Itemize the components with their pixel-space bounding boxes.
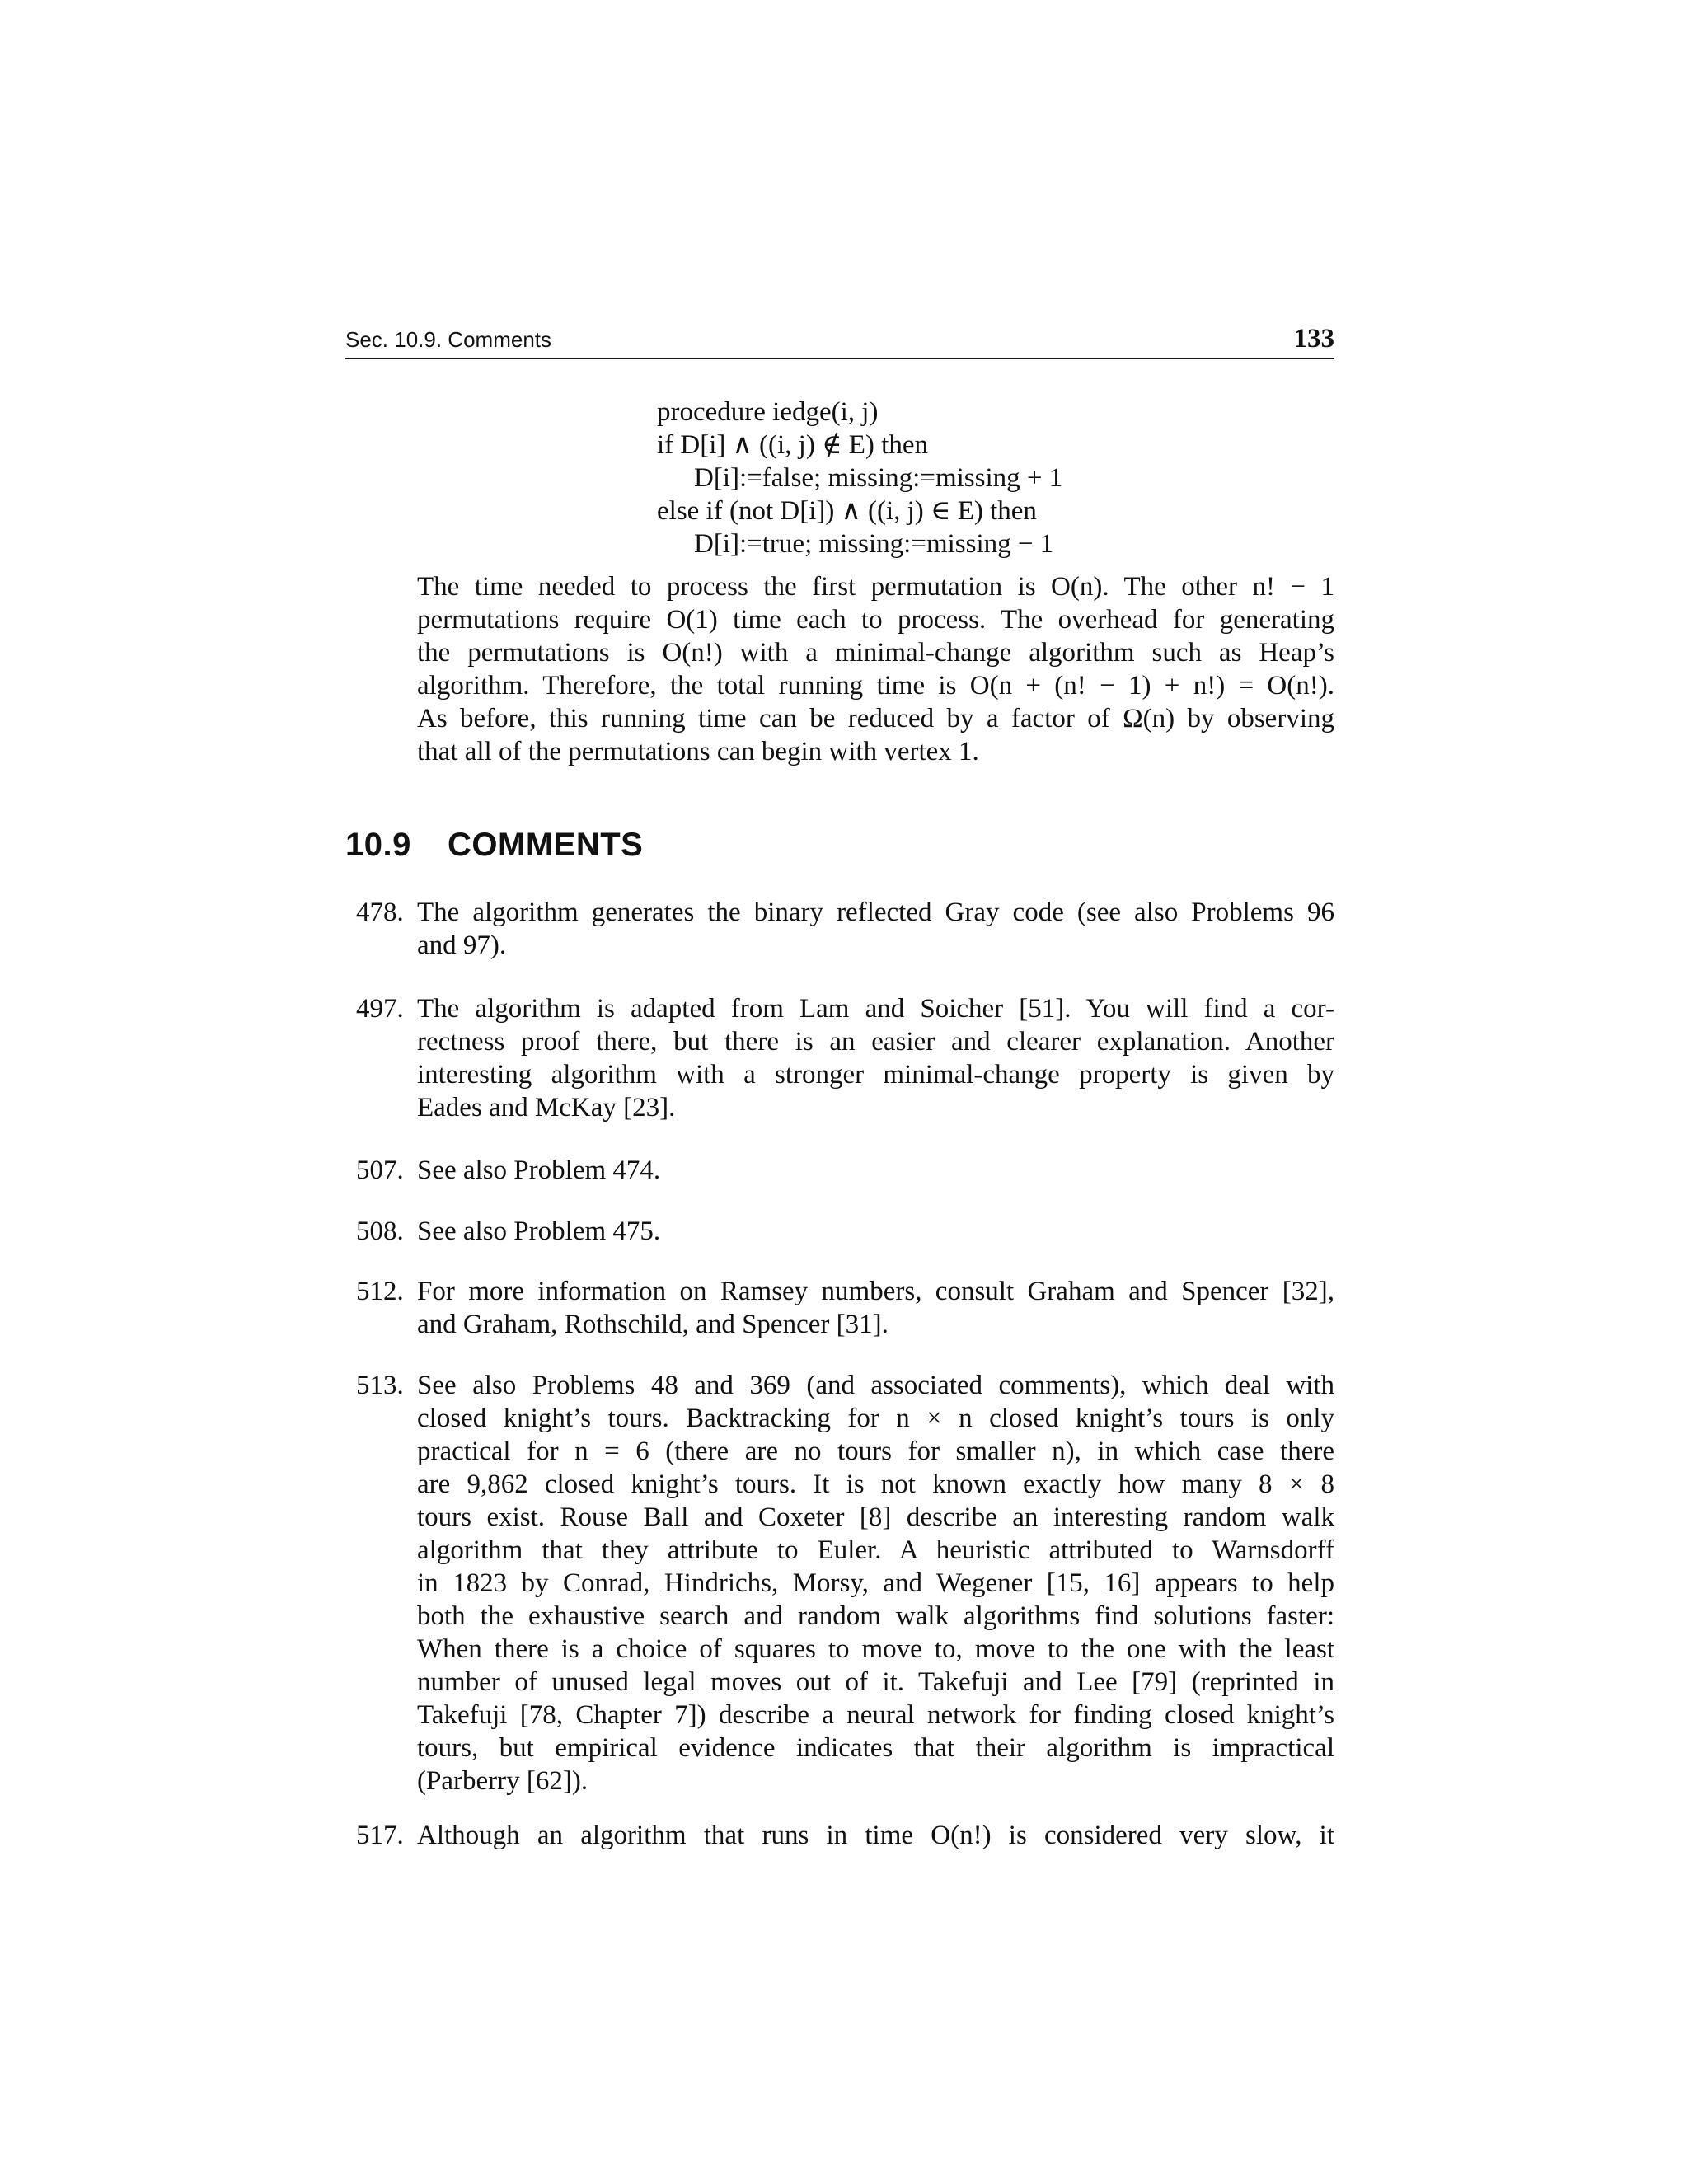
comment-number: 508. xyxy=(356,1216,404,1246)
section-title: COMMENTS xyxy=(448,827,644,863)
comment-number: 497. xyxy=(356,994,404,1024)
running-header xyxy=(345,323,1334,359)
text-line: tours exist. Rouse Ball and Coxeter [8] describe an interesting random walk xyxy=(417,1502,1334,1532)
text-line: For more information on Ramsey numbers, consult Graham and Spencer [32], xyxy=(417,1277,1334,1306)
comment-body xyxy=(417,1369,1334,1797)
text-line: that all of the permutations can begin with vertex 1. xyxy=(417,737,979,766)
comment-body xyxy=(417,1154,1334,1187)
header-rule xyxy=(345,358,1334,359)
text-line: both the exhaustive search and random walk algorithms find solutions faster: xyxy=(417,1601,1334,1631)
text-line: are 9,862 closed knight’s tours. It is not known exactly how many 8 × 8 xyxy=(417,1469,1334,1499)
comment-number: 512. xyxy=(356,1277,404,1306)
page-number: 133 xyxy=(1293,324,1334,354)
text-line: See also Problems 48 and 369 (and associated comments), which deal with xyxy=(417,1371,1334,1400)
text-line: permutations require O(1) time each to process. The overhead for generating xyxy=(417,605,1334,635)
text-line: The algorithm is adapted from Lam and Soicher [51]. You will find a cor- xyxy=(417,994,1334,1024)
comment-body xyxy=(417,1819,1334,1852)
comment-body xyxy=(417,992,1334,1124)
text-line: algorithm. Therefore, the total running time is O(n + (n! − 1) + n!) = O(n!). xyxy=(417,671,1334,701)
text-line: Although an algorithm that runs in time O(n!) is considered very slow, it xyxy=(417,1821,1334,1850)
code-line: procedure iedge(i, j) xyxy=(657,397,879,427)
text-line: The algorithm generates the binary reflected Gray code (see also Problems 96 xyxy=(417,898,1334,927)
code-line: else if (not D[i]) ∧ ((i, j) ∈ E) then xyxy=(657,496,1037,526)
text-line: rectness proof there, but there is an easier and clearer explanation. Another xyxy=(417,1027,1334,1057)
body-paragraph xyxy=(417,570,1334,768)
code-line: if D[i] ∧ ((i, j) ∉ E) then xyxy=(657,430,928,460)
section-number: 10.9 xyxy=(345,827,411,863)
text-line: Takefuji [78, Chapter 7]) describe a neural network for finding closed knight’s xyxy=(417,1700,1334,1730)
text-line: Eades and McKay [23]. xyxy=(417,1093,676,1122)
comment-number: 513. xyxy=(356,1371,404,1400)
code-line: D[i]:=false; missing:=missing + 1 xyxy=(694,463,1063,493)
text-line: As before, this running time can be reduced by a factor of Ω(n) by observing xyxy=(417,704,1334,733)
comment-body xyxy=(417,1275,1334,1341)
text-line: See also Problem 475. xyxy=(417,1216,661,1246)
text-line: See also Problem 474. xyxy=(417,1155,661,1185)
comment-body xyxy=(417,1215,1334,1248)
comment-number: 517. xyxy=(356,1821,404,1850)
text-line: number of unused legal moves out of it. Takefuji and Lee [79] (reprinted in xyxy=(417,1667,1334,1697)
text-line: closed knight’s tours. Backtracking for n × n closed knight’s tours is only xyxy=(417,1404,1334,1433)
text-line: practical for n = 6 (there are no tours for smaller n), in which case there xyxy=(417,1436,1334,1466)
text-line: interesting algorithm with a stronger minimal-change property is given by xyxy=(417,1060,1334,1090)
text-line: algorithm that they attribute to Euler. A heuristic attributed to Warnsdorff xyxy=(417,1535,1334,1565)
running-header-section: Sec. 10.9. Comments xyxy=(345,327,551,352)
pseudocode-block xyxy=(657,396,1062,560)
text-line: the permutations is O(n!) with a minimal-change algorithm such as Heap’s xyxy=(417,638,1334,668)
text-line: tours, but empirical evidence indicates that their algorithm is impractical xyxy=(417,1733,1334,1763)
comment-body xyxy=(417,896,1334,962)
text-line: The time needed to process the first permutation is O(n). The other n! − 1 xyxy=(417,572,1334,602)
section-heading xyxy=(345,827,643,864)
text-line: and Graham, Rothschild, and Spencer [31]. xyxy=(417,1310,889,1339)
comment-number: 478. xyxy=(356,898,404,927)
text-line: in 1823 by Conrad, Hindrichs, Morsy, and Wegener [15, 16] appears to help xyxy=(417,1568,1334,1598)
code-line: D[i]:=true; missing:=missing − 1 xyxy=(694,529,1054,559)
text-line: (Parberry [62]). xyxy=(417,1766,588,1796)
comment-number: 507. xyxy=(356,1155,404,1185)
text-line: and 97). xyxy=(417,930,507,960)
text-line: When there is a choice of squares to move to, move to the one with the least xyxy=(417,1634,1334,1664)
